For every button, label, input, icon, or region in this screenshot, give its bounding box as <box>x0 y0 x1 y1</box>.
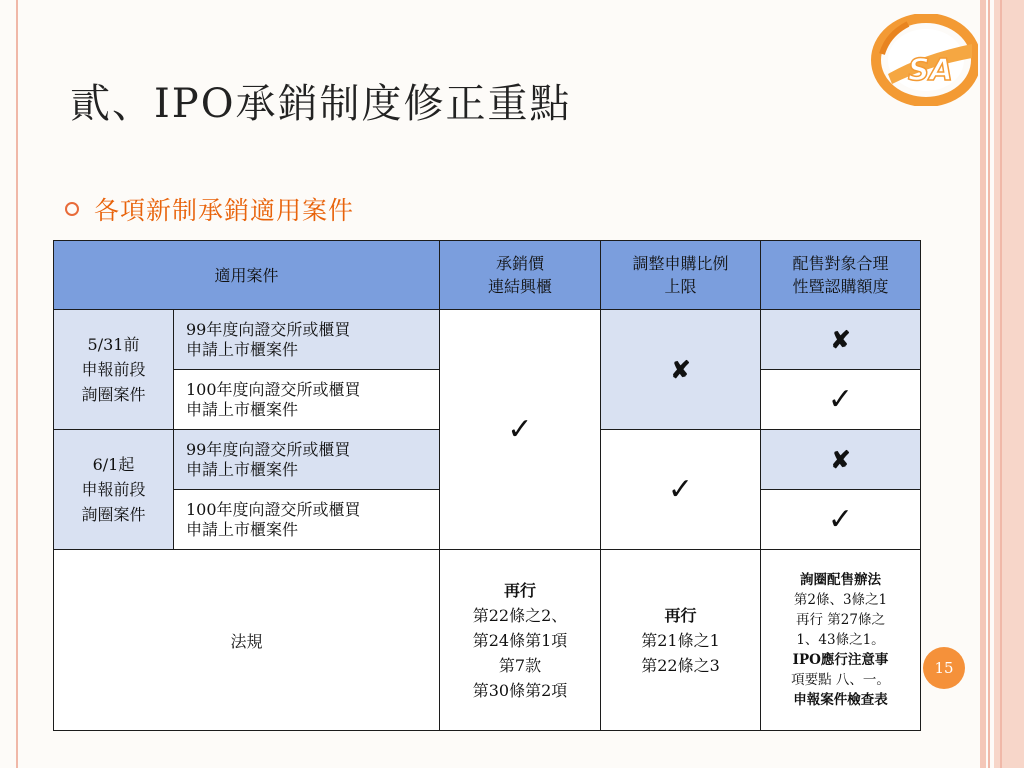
case-row-99-second: 99年度向證交所或櫃買 申請上市櫃案件 <box>174 430 440 490</box>
right-border-line-inner <box>1000 0 1002 768</box>
cases-table <box>53 240 921 731</box>
group-label-from-61: 6/1起 申報前段 詢圈案件 <box>54 430 174 550</box>
slide-title: 貳、IPO承銷制度修正重點 <box>70 81 572 127</box>
right-border-stripe <box>980 0 986 768</box>
cross-icon: ✘ <box>830 324 851 354</box>
cross-icon: ✘ <box>830 444 851 474</box>
law-ratio-cell: 再行 第21條之1 第22條之3 <box>601 550 761 731</box>
right-border-band <box>994 0 1024 768</box>
header-case: 適用案件 <box>54 241 440 310</box>
left-border-line <box>16 0 18 768</box>
alloc-cell-row4 <box>761 490 921 550</box>
cross-icon: ✘ <box>670 354 691 384</box>
check-icon: ✓ <box>827 381 854 417</box>
header-price-link: 承銷價 連結興櫃 <box>440 241 601 310</box>
header-ratio-cap: 調整申購比例 上限 <box>601 241 761 310</box>
law-alloc-cell: 詢圈配售辦法 第2條、3條之1 再行 第27條之 1、43條之1。 IPO應行注意事 項要點 八、一。 申報案件檢查表 <box>761 550 921 731</box>
right-border-line <box>988 0 990 768</box>
company-logo <box>868 14 978 106</box>
law-price-cell: 再行 第22條之2、 第24條第1項 第7款 第30條第2項 <box>440 550 601 731</box>
case-row-99-first: 99年度向證交所或櫃買 申請上市櫃案件 <box>174 310 440 370</box>
header-allocation: 配售對象合理 性暨認購額度 <box>761 241 921 310</box>
alloc-cell-row1 <box>761 310 921 370</box>
page-number-badge: 15 <box>923 647 965 689</box>
case-row-100-second: 100年度向證交所或櫃買 申請上市櫃案件 <box>174 490 440 550</box>
ratio-cell-group1 <box>601 310 761 430</box>
case-row-100-first: 100年度向證交所或櫃買 申請上市櫃案件 <box>174 370 440 430</box>
price-link-cell <box>440 310 601 550</box>
logo-text: SA <box>908 53 953 88</box>
bullet-icon <box>65 202 79 216</box>
ratio-cell-group2 <box>601 430 761 550</box>
check-icon: ✓ <box>667 471 694 507</box>
check-icon: ✓ <box>827 501 854 537</box>
group-label-before-531: 5/31前 申報前段 詢圈案件 <box>54 310 174 430</box>
alloc-cell-row2 <box>761 370 921 430</box>
alloc-cell-row3 <box>761 430 921 490</box>
law-label-cell: 法規 <box>54 550 440 731</box>
slide-subtitle: 各項新制承銷適用案件 <box>94 196 355 225</box>
check-icon: ✓ <box>507 411 533 447</box>
